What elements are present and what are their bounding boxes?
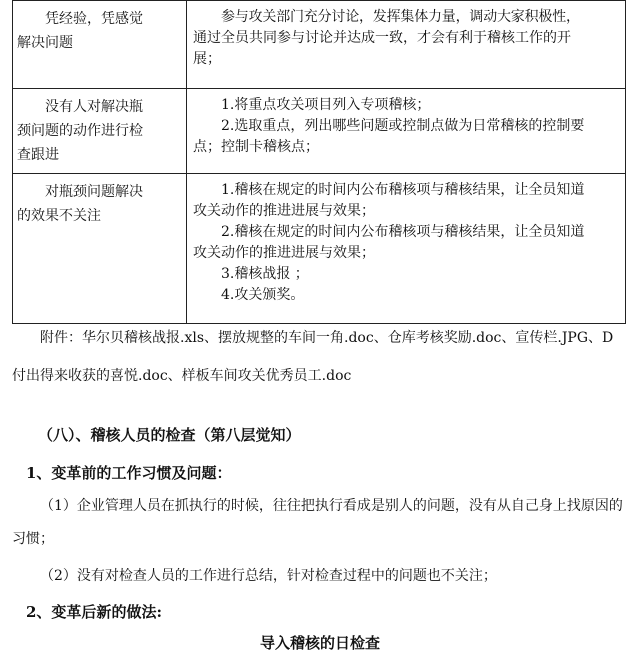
issue-line: 解决问题 xyxy=(17,35,73,51)
paragraph-habit: （1）企业管理人员在抓执行的时候，往往把执行看成是别人的问题，没有从自己身上找原因的习惯； xyxy=(12,498,623,547)
issue-line: 颈问题的动作进行检 xyxy=(17,123,143,139)
solution-cell xyxy=(187,174,626,324)
table-row xyxy=(13,1,626,89)
issue-line: 对瓶颈问题解决 xyxy=(45,184,143,200)
problem-solution-table xyxy=(12,0,626,324)
solution-line: 1.将重点攻关项目列入专项稽核； xyxy=(221,97,431,113)
section-heading: （八）、稽核人员的检查（第八层觉知） xyxy=(38,426,301,444)
solution-line: 3.稽核战报 ； xyxy=(221,266,309,282)
subheading-before: 1、变革前的工作习惯及问题： xyxy=(26,464,232,482)
issue-cell xyxy=(13,1,187,89)
issue-cell xyxy=(13,89,187,174)
solution-line: 1.稽核在规定的时间内公布稽核项与稽核结果，让全员知道 xyxy=(221,182,585,198)
issue-line: 没有人对解决瓶 xyxy=(45,99,143,115)
attachments-paragraph: 附件：华尔贝稽核战报.xls、摆放规整的车间一角.doc、仓库考核奖励.doc、宣传栏.JPG、D付出得来收获的喜悦.doc、样板车间攻关优秀员工.doc xyxy=(12,330,614,384)
issue-line: 查跟进 xyxy=(17,147,59,163)
issue-cell xyxy=(13,174,187,324)
solution-line: 攻关动作的推进进展与效果； xyxy=(193,245,375,261)
solution-line: 展； xyxy=(193,51,221,67)
solution-line: 点；控制卡稽核点； xyxy=(193,139,319,155)
subheading-after: 2、变革后新的做法: xyxy=(26,603,162,621)
solution-line: 2.选取重点，列出哪些问题或控制点做为日常稽核的控制要 xyxy=(221,118,585,134)
solution-line: 2.稽核在规定的时间内公布稽核项与稽核结果，让全员知道 xyxy=(221,224,585,240)
solution-cell xyxy=(187,1,626,89)
paragraph-inspection: （2）没有对检查人员的工作进行总结，针对检查过程中的问题也不关注； xyxy=(40,568,497,584)
table-row xyxy=(13,174,626,324)
solution-line: 4.攻关颁奖。 xyxy=(221,287,305,303)
solution-line: 通过全员共同参与讨论并达成一致，才会有利于稽核工作的开 xyxy=(193,30,571,46)
issue-line: 的效果不关注 xyxy=(17,208,101,224)
centered-title: 导入稽核的日检查 xyxy=(259,634,380,652)
issue-line: 凭经验，凭感觉 xyxy=(45,11,143,27)
solution-line: 参与攻关部门充分讨论，发挥集体力量，调动大家积极性， xyxy=(221,9,580,25)
table-row xyxy=(13,89,626,174)
solution-line: 攻关动作的推进进展与效果； xyxy=(193,203,375,219)
solution-cell xyxy=(187,89,626,174)
